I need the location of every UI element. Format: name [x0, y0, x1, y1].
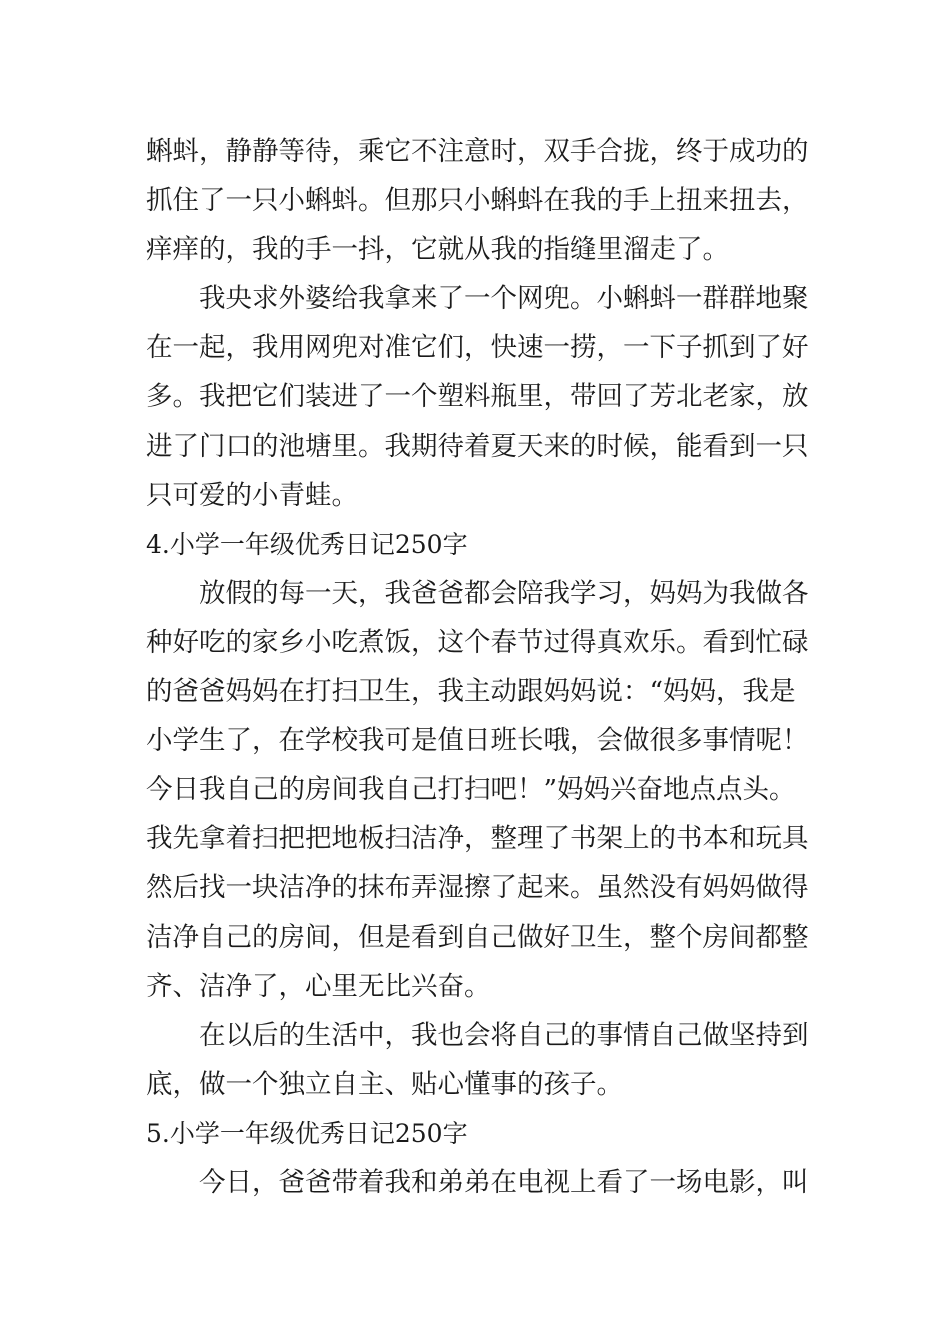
text-line: 我央求外婆给我拿来了一个网兜。小蝌蚪一群群地聚 — [199, 283, 809, 315]
text-line: 的爸爸妈妈在打扫卫生，我主动跟妈妈说：“妈妈，我是 — [146, 676, 796, 708]
text-line: 在以后的生活中，我也会将自己的事情自己做坚持到 — [199, 1019, 809, 1051]
text-line: 多。我把它们装进了一个塑料瓶里，带回了芳北老家，放 — [146, 381, 809, 413]
text-line: 放假的每一天，我爸爸都会陪我学习，妈妈为我做各 — [199, 577, 809, 609]
text-line: 只可爱的小青蛙。 — [146, 479, 358, 511]
text-line: 痒痒的，我的手一抖，它就从我的指缝里溜走了。 — [146, 234, 729, 266]
text-line: 今日，爸爸带着我和弟弟在电视上看了一场电影，叫 — [199, 1166, 809, 1198]
text-line: 小学生了，在学校我可是值日班长哦，会做很多事情呢！ — [146, 725, 809, 757]
section-heading: 5.小学一年级优秀日记250字 — [146, 1118, 468, 1148]
section-heading: 4.小学一年级优秀日记250字 — [146, 529, 468, 559]
text-line: 在一起，我用网兜对准它们，快速一捞，一下子抓到了好 — [146, 332, 809, 364]
text-line: 我先拿着扫把把地板扫洁净，整理了书架上的书本和玩具 — [146, 823, 809, 855]
text-line: 今日我自己的房间我自己打扫吧！”妈妈兴奋地点点头。 — [146, 774, 796, 806]
text-line: 底，做一个独立自主、贴心懂事的孩子。 — [146, 1068, 623, 1100]
text-line: 洁净自己的房间，但是看到自己做好卫生，整个房间都整 — [146, 921, 809, 953]
text-line: 然后找一块洁净的抹布弄湿擦了起来。虽然没有妈妈做得 — [146, 872, 809, 904]
text-line: 抓住了一只小蝌蚪。但那只小蝌蚪在我的手上扭来扭去， — [146, 185, 809, 217]
text-line: 进了门口的池塘里。我期待着夏天来的时候，能看到一只 — [146, 430, 809, 462]
text-line: 齐、洁净了，心里无比兴奋。 — [146, 970, 491, 1002]
document-body — [146, 127, 816, 1207]
text-line: 种好吃的家乡小吃煮饭，这个春节过得真欢乐。看到忙碌 — [146, 626, 809, 658]
text-line: 蝌蚪，静静等待，乘它不注意时，双手合拢，终于成功的 — [146, 136, 809, 167]
